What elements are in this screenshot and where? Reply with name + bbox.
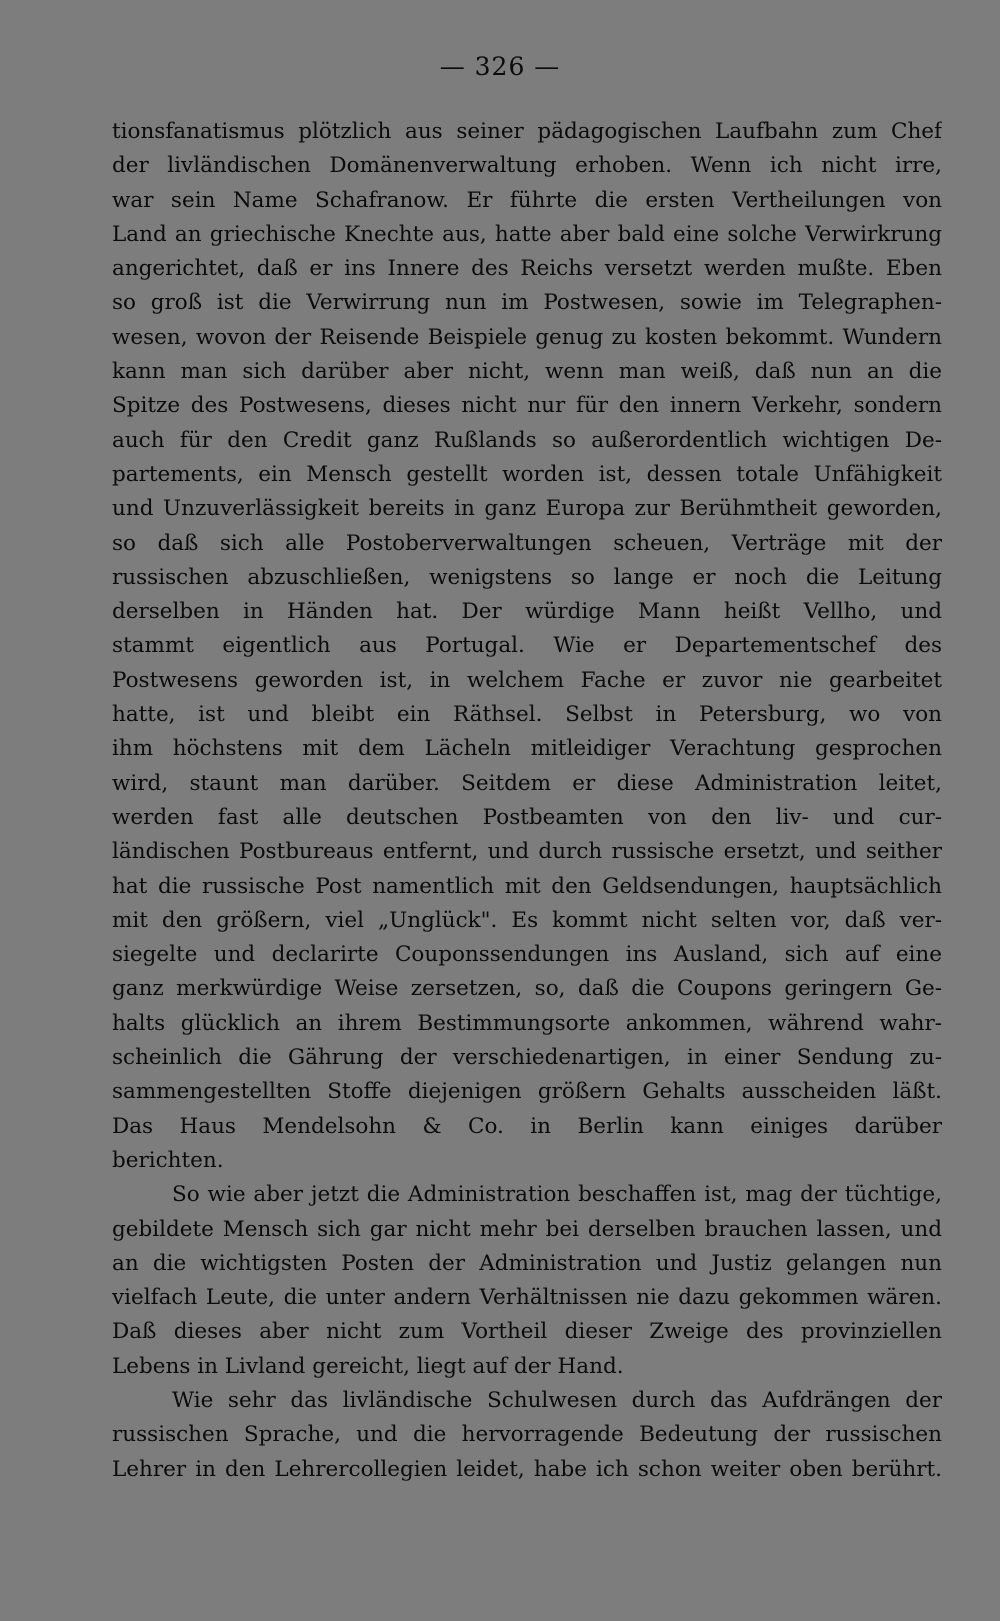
text-line: So wie aber jetzt die Administration beschaffen ist, mag der tüchtige,	[172, 1182, 942, 1208]
text-line: hat die russische Post namentlich mit den Geldsendungen, hauptsächlich	[112, 873, 942, 899]
text-line: so groß ist die Verwirrung nun im Postwesen, sowie im Telegraphen-	[112, 290, 942, 316]
text-line: scheinlich die Gährung der verschiedenartigen, in einer Sendung zu-	[112, 1045, 942, 1071]
text-line: Lehrer in den Lehrercollegien leidet, habe ich schon weiter oben berührt.	[112, 1456, 942, 1482]
text-line: werden fast alle deutschen Postbeamten von den liv- und cur-	[112, 804, 942, 830]
text-line: hatte, ist und bleibt ein Räthsel. Selbst in Petersburg, wo von	[112, 702, 942, 728]
text-line: russischen Sprache, und die hervorragende Bedeutung der russischen	[112, 1422, 942, 1448]
text-line: russischen abzuschließen, wenigstens so lange er noch die Leitung	[112, 564, 942, 590]
text-line: kann man sich darüber aber nicht, wenn man weiß, daß nun an die	[112, 359, 942, 385]
text-line: war sein Name Schafranow. Er führte die ersten Vertheilungen von	[112, 187, 942, 213]
text-line: mit den größern, viel „Unglück". Es kommt nicht selten vor, daß ver-	[112, 907, 942, 933]
text-line: Postwesens geworden ist, in welchem Fache er zuvor nie gearbeitet	[112, 667, 942, 693]
text-line: Lebens in Livland gereicht, liegt auf der Hand.	[112, 1353, 624, 1379]
text-line: Wie sehr das livländische Schulwesen durch das Aufdrängen der	[172, 1387, 942, 1413]
text-line: wesen, wovon der Reisende Beispiele genug zu kosten bekommt. Wundern	[112, 324, 942, 350]
page-number: — 326 —	[439, 52, 561, 81]
text-line: tionsfanatismus plötzlich aus seiner pädagogischen Laufbahn zum Chef	[112, 119, 942, 144]
text-line: und Unzuverlässigkeit bereits in ganz Europa zur Berühmtheit geworden,	[112, 496, 942, 522]
text-line: Daß dieses aber nicht zum Vortheil dieser Zweige des provinziellen	[112, 1319, 942, 1345]
text-line: gebildete Mensch sich gar nicht mehr bei derselben brauchen lassen, und	[112, 1216, 942, 1242]
text-line: stammt eigentlich aus Portugal. Wie er Departementschef des	[112, 633, 942, 659]
text-line: angerichtet, daß er ins Innere des Reichs versetzt werden mußte. Eben	[112, 256, 942, 282]
text-line: berichten.	[112, 1147, 224, 1173]
text-line: so daß sich alle Postoberverwaltungen scheuen, Verträge mit der	[112, 530, 942, 556]
text-line: Land an griechische Knechte aus, hatte aber bald eine solche Verwirkrung	[112, 221, 942, 247]
text-line: ganz merkwürdige Weise zersetzen, so, daß die Coupons geringern Ge-	[112, 976, 942, 1002]
text-line: halts glücklich an ihrem Bestimmungsorte ankommen, während wahr-	[112, 1010, 942, 1036]
text-line: derselben in Händen hat. Der würdige Mann heißt Vellho, und	[112, 599, 942, 625]
text-line: der livländischen Domänenverwaltung erhoben. Wenn ich nicht irre,	[112, 153, 942, 179]
text-line: Spitze des Postwesens, dieses nicht nur für den innern Verkehr, sondern	[112, 393, 942, 419]
text-line: sammengestellten Stoffe diejenigen größern Gehalts ausscheiden läßt.	[112, 1079, 942, 1105]
text-line: partements, ein Mensch gestellt worden ist, dessen totale Unfähigkeit	[112, 461, 942, 487]
text-line: vielfach Leute, die unter andern Verhältnissen nie dazu gekommen wären.	[112, 1285, 942, 1311]
text-line: an die wichtigsten Posten der Administration und Justiz gelangen nun	[112, 1250, 942, 1276]
body-text	[112, 115, 942, 1487]
text-line: ihm höchstens mit dem Lächeln mitleidiger Verachtung gesprochen	[112, 736, 942, 762]
text-line: auch für den Credit ganz Rußlands so außerordentlich wichtigen De-	[112, 427, 942, 453]
text-line: Das Haus Mendelsohn & Co. in Berlin kann einiges darüber	[112, 1113, 942, 1139]
text-line: wird, staunt man darüber. Seitdem er diese Administration leitet,	[112, 770, 942, 796]
text-line: ländischen Postbureaus entfernt, und durch russische ersetzt, und seither	[112, 839, 942, 865]
text-line: siegelte und declarirte Couponssendungen ins Ausland, sich auf eine	[112, 942, 942, 968]
